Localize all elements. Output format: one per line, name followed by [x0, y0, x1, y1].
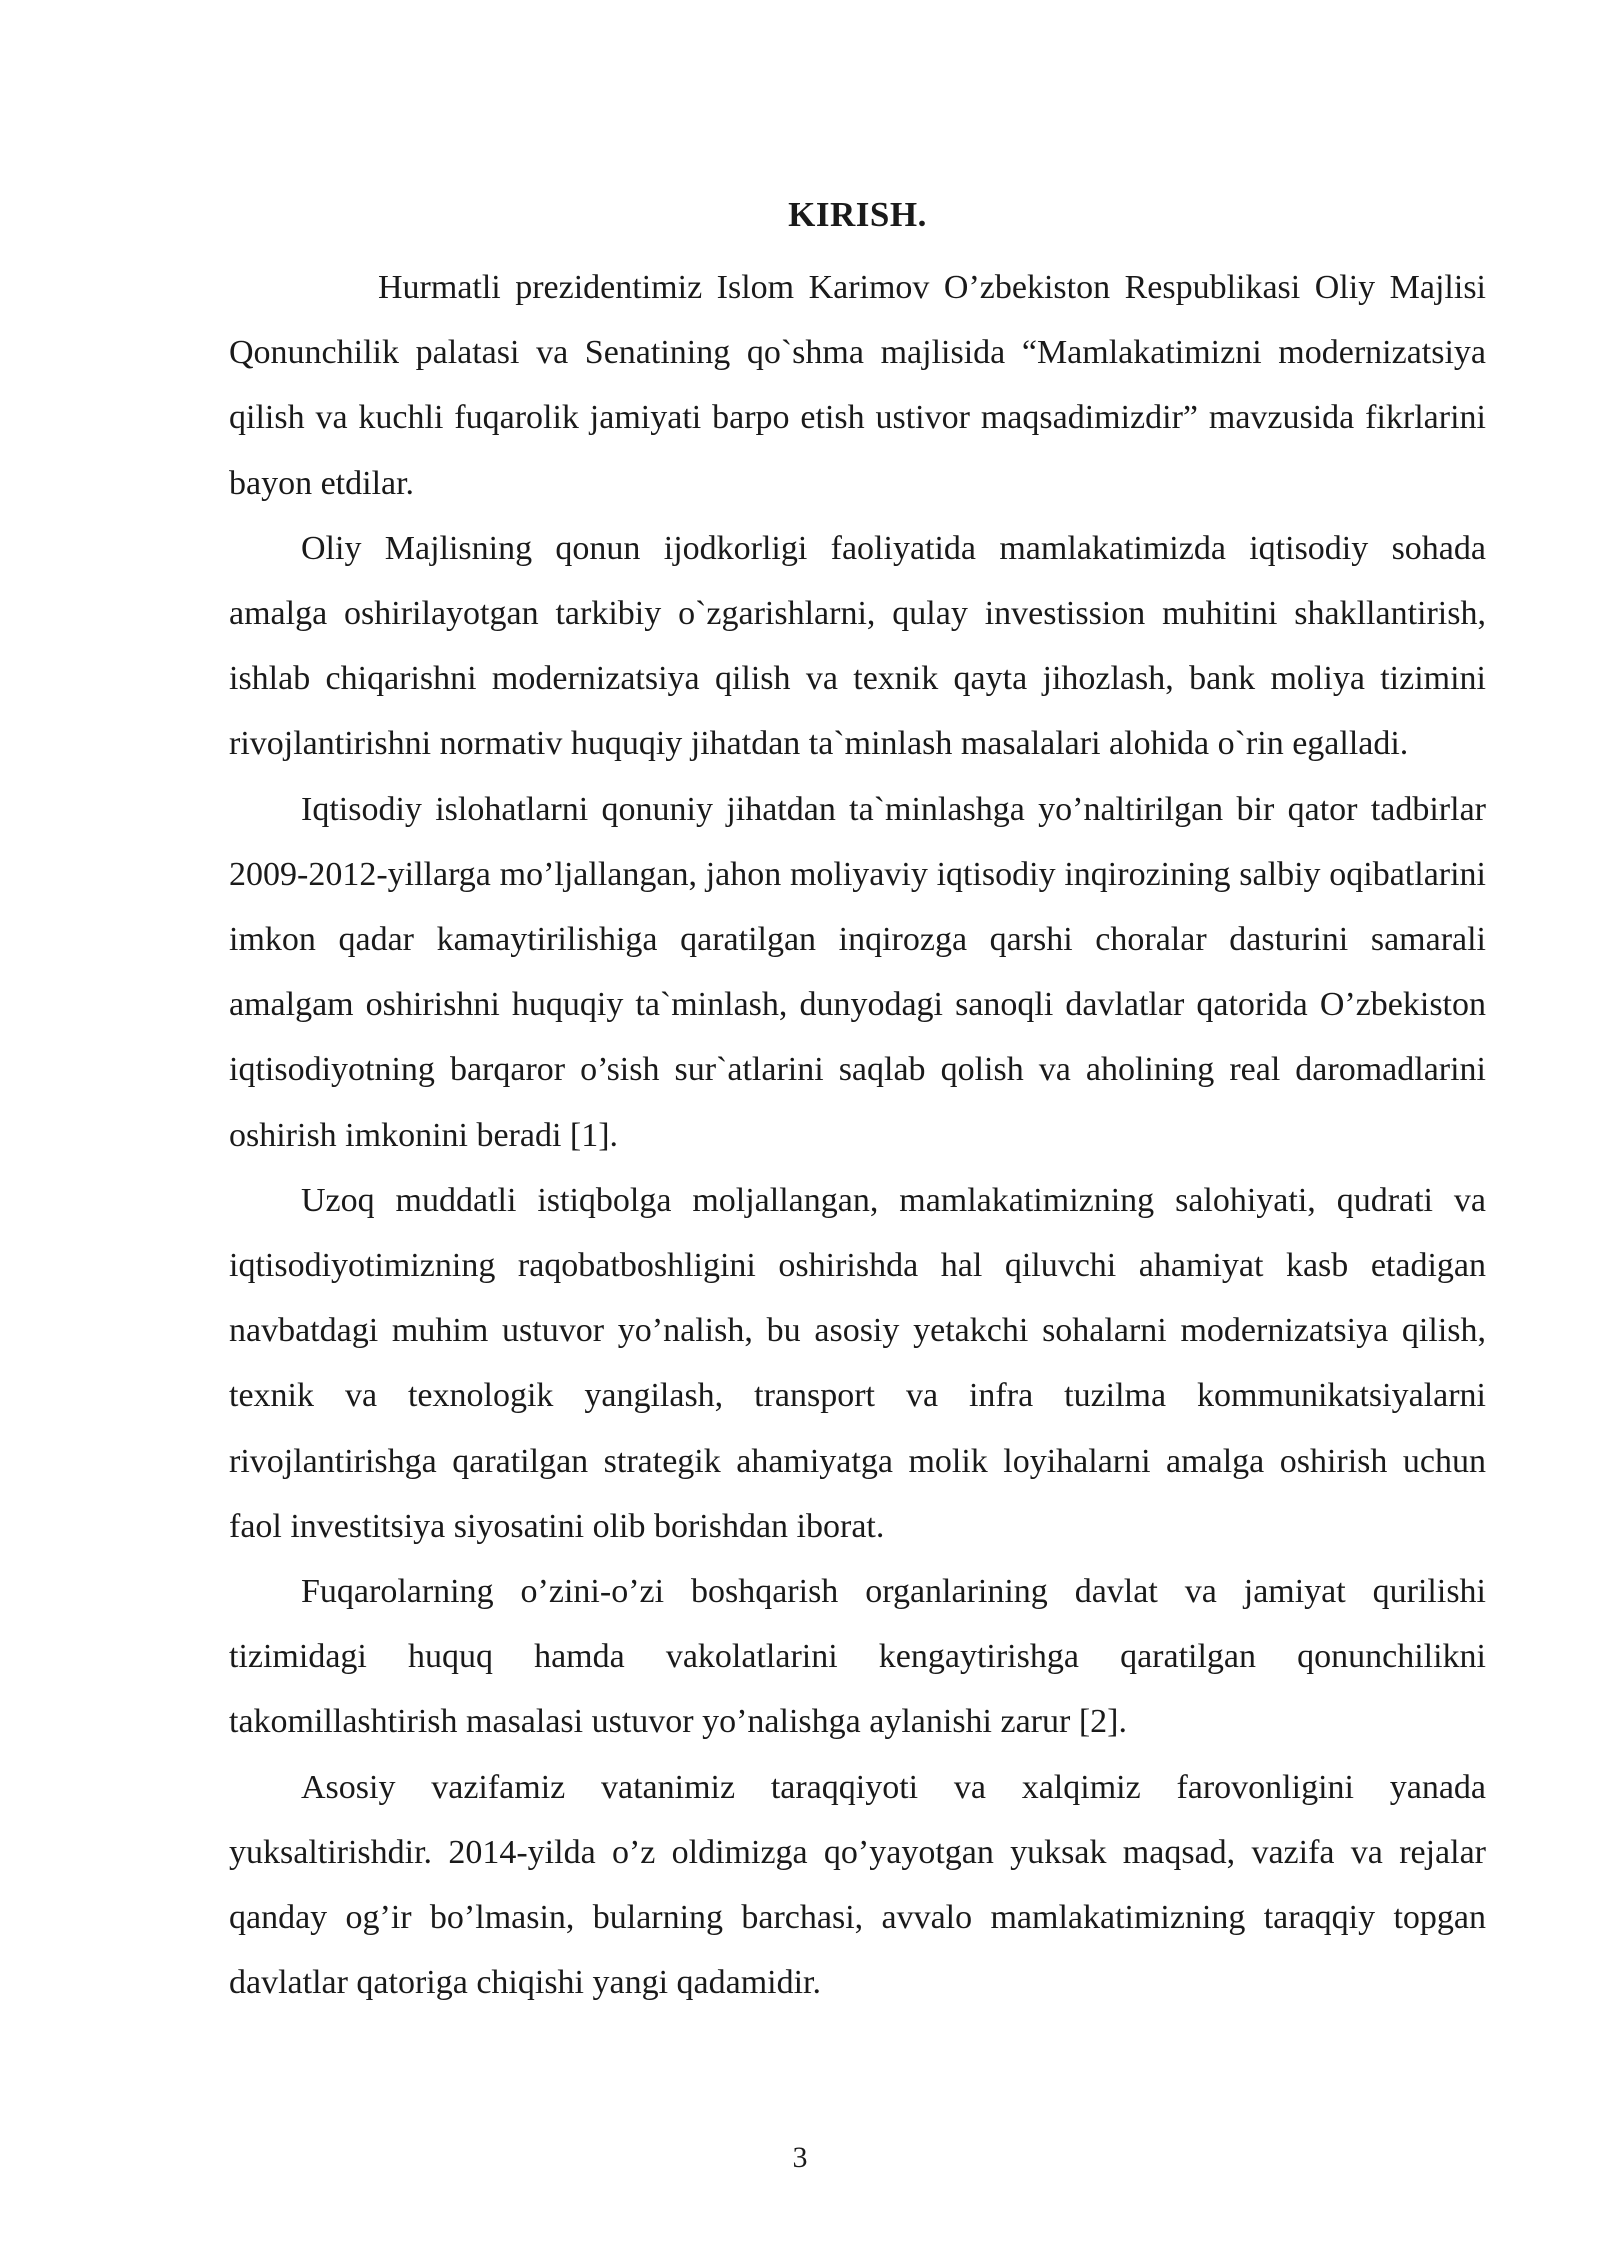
- page-content: [229, 190, 1486, 2015]
- paragraph-6: Asosiy vazifamiz vatanimiz taraqqiyoti va xalqimiz farovonligini yanada yuksaltirishdir. 2014-yilda o’z oldimizga qo’yayotgan yuksak maqsad, vazifa va rejalar qanday og’ir bo’lmasin, bularning barchasi, avvalo mamlakatimizning taraqqiy topgan davlatlar qatoriga chiqishi yangi qadamidir.: [229, 1768, 1486, 2002]
- paragraph-4: Uzoq muddatli istiqbolga moljallangan, mamlakatimizning salohiyati, qudrati va iqtisodiyotimizning raqobatboshligini oshirishda hal qiluvchi ahamiyat kasb etadigan navbatdagi muhim ustuvor yo’nalish, bu asosiy yetakchi sohalarni modernizatsiya qilish, texnik va texnologik yangilash, transport va infra tuzilma kommunikatsiyalarni rivojlantirishga qaratilgan strategik ahamiyatga molik loyihalarni amalga oshirish uchun faol investitsiya siyosatini olib borishdan iborat.: [229, 1181, 1486, 1545]
- paragraph-2: Oliy Majlisning qonun ijodkorligi faoliyatida mamlakatimizda iqtisodiy sohada amalga oshirilayotgan tarkibiy o`zgarishlarni, qulay investission muhitini shakllantirish, ishlab chiqarishni modernizatsiya qilish va texnik qayta jihozlash, bank moliya tizimini rivojlantirishni normativ huquqiy jihatdan ta`minlash masalalari alohida o`rin egalladi.: [229, 529, 1486, 763]
- paragraph-1: Hurmatli prezidentimiz Islom Karimov O’zbekiston Respublikasi Oliy Majlisi Qonunchilik palatasi va Senatining qo`shma majlisida “Mamlakatimizni modernizatsiya qilish va kuchli fuqarolik jamiyati barpo etish ustivor maqsadimizdir” mavzusida fikrlarini bayon etdilar.: [229, 269, 1486, 502]
- paragraph-3: Iqtisodiy islohatlarni qonuniy jihatdan ta`minlashga yo’naltirilgan bir qator tadbirlar 2009-2012-yillarga mo’ljallangan, jahon moliyaviy iqtisodiy inqirozining salbiy oqibatlarini imkon qadar kamaytirilishiga qaratilgan inqirozga qarshi choralar dasturini samarali amalgam oshirishni huquqiy ta`minlash, dunyodagi sanoqli davlatlar qatorida O’zbekiston iqtisodiyotning barqaror o’sish sur`atlarini saqlab qolish va aholining real daromadlarini oshirish imkonini beradi [1].: [229, 790, 1486, 1154]
- paragraph-5: Fuqarolarning o’zini-o’zi boshqarish organlarining davlat va jamiyat qurilishi tizimidagi huquq hamda vakolatlarini kengaytirishga qaratilgan qonunchilikni takomillashtirish masalasi ustuvor yo’nalishga aylanishi zarur [2].: [229, 1573, 1486, 1741]
- page-heading: KIRISH.: [788, 195, 927, 234]
- page-number: 3: [792, 2141, 808, 2174]
